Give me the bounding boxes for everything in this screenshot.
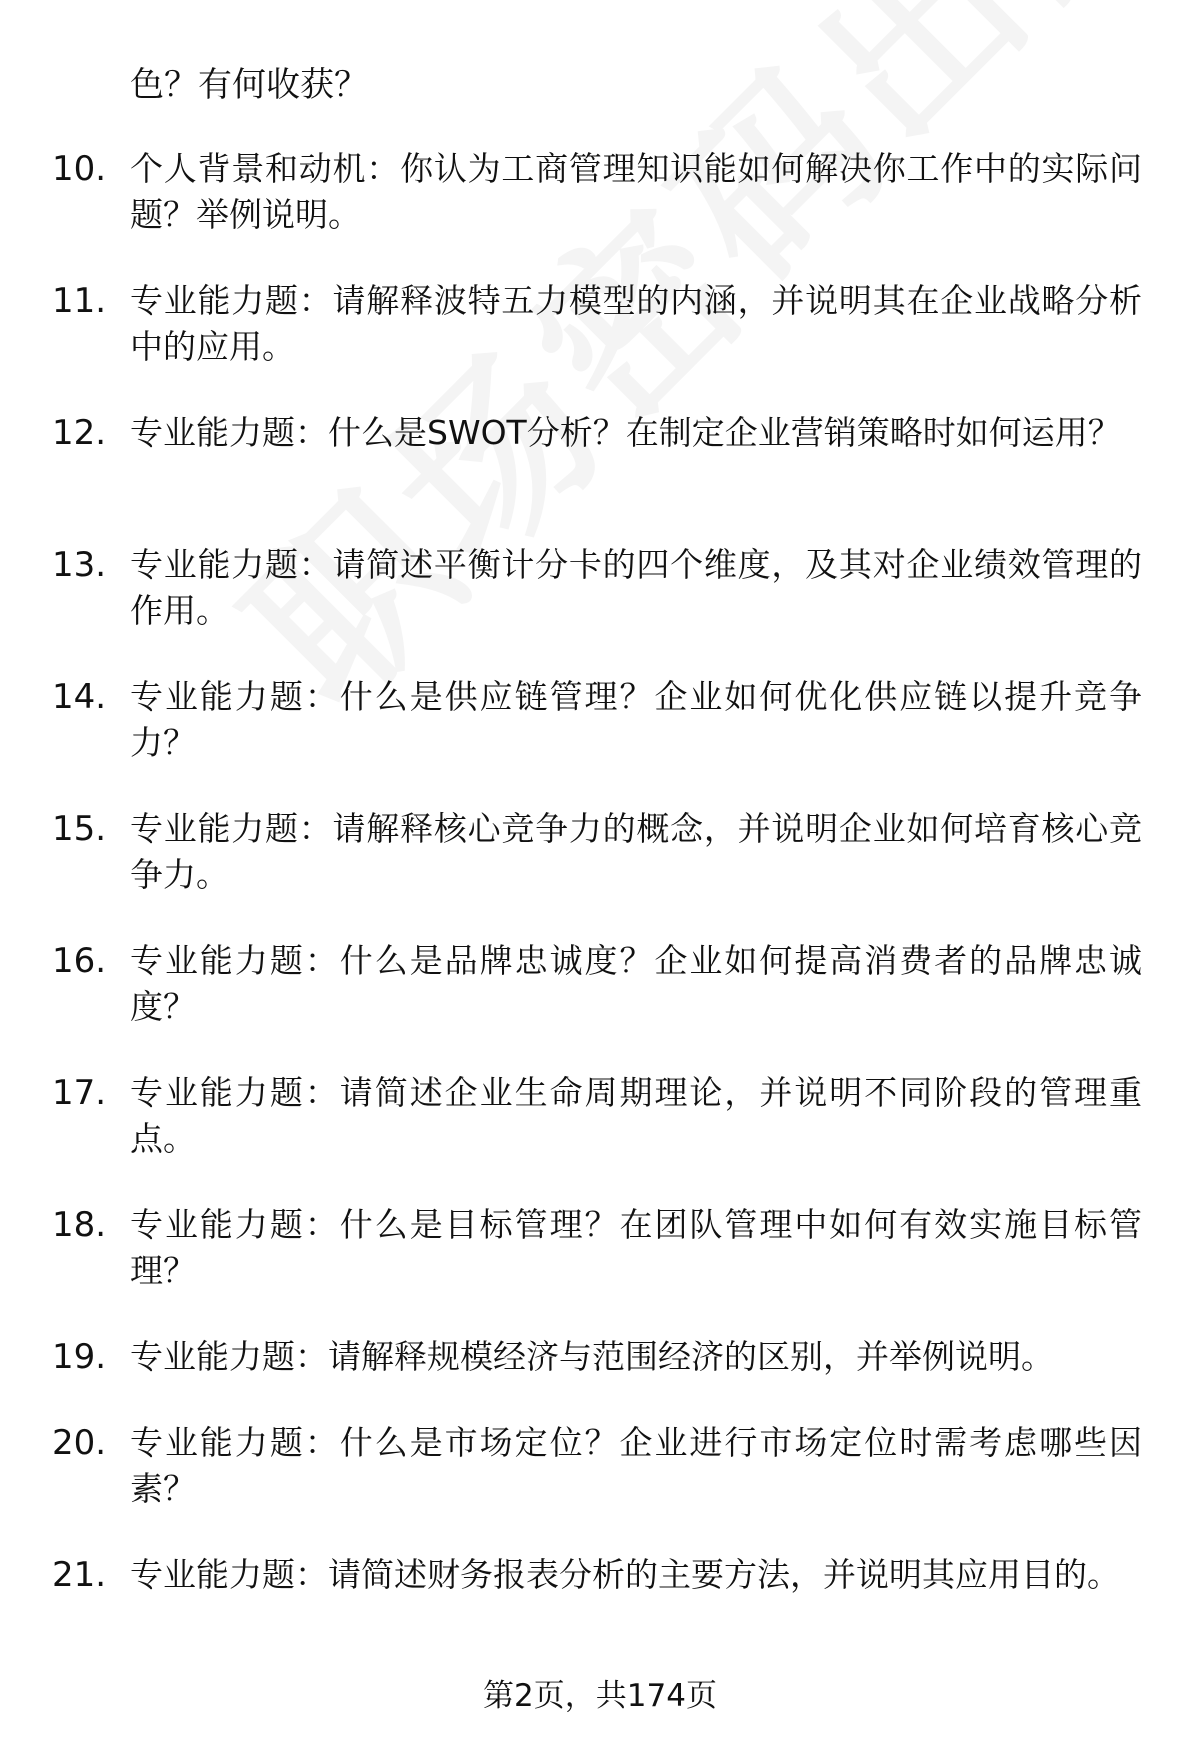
question-text: 专业能力题：请解释波特五力模型的内涵，并说明其在企业战略分析中的应用。 <box>130 281 1142 366</box>
question-text: 专业能力题：什么是供应链管理？企业如何优化供应链以提升竞争力？ <box>130 677 1142 762</box>
list-item <box>0 410 1200 542</box>
question-text: 专业能力题：请解释核心竞争力的概念，并说明企业如何培育核心竞争力。 <box>130 809 1142 894</box>
list-item <box>0 938 1200 1070</box>
list-item <box>0 674 1200 806</box>
question-number: 18. <box>52 1205 107 1245</box>
list-item <box>0 806 1200 938</box>
list-item <box>0 1420 1200 1552</box>
question-number: 14. <box>52 677 107 717</box>
question-number: 10. <box>52 149 107 189</box>
question-text: 专业能力题：请解释规模经济与范围经济的区别，并举例说明。 <box>130 1337 1054 1376</box>
page-footer: 第2页，共174页 <box>483 1678 717 1714</box>
question-number: 17. <box>52 1073 107 1113</box>
list-item <box>0 1552 1200 1684</box>
question-number: 12. <box>52 413 107 453</box>
question-number: 20. <box>52 1423 107 1463</box>
list-item <box>0 278 1200 410</box>
question-list <box>0 146 1200 1684</box>
question-number: 13. <box>52 545 107 585</box>
list-item <box>0 1334 1200 1420</box>
list-item <box>0 1070 1200 1202</box>
list-item <box>0 1202 1200 1334</box>
question-text: 专业能力题：什么是目标管理？在团队管理中如何有效实施目标管理？ <box>130 1205 1142 1290</box>
question-text: 专业能力题：请简述企业生命周期理论，并说明不同阶段的管理重点。 <box>130 1073 1142 1158</box>
question-number: 15. <box>52 809 107 849</box>
question-number: 19. <box>52 1337 107 1377</box>
question-text: 专业能力题：请简述平衡计分卡的四个维度，及其对企业绩效管理的作用。 <box>130 545 1142 630</box>
continuation-text: 色？有何收获？ <box>130 65 368 105</box>
question-text: 专业能力题：请简述财务报表分析的主要方法，并说明其应用目的。 <box>130 1555 1120 1594</box>
question-number: 11. <box>52 281 107 321</box>
question-number: 16. <box>52 941 107 981</box>
question-number: 21. <box>52 1555 107 1595</box>
question-text: 专业能力题：什么是市场定位？企业进行市场定位时需考虑哪些因素？ <box>130 1423 1142 1508</box>
question-text: 个人背景和动机：你认为工商管理知识能如何解决你工作中的实际问题？举例说明。 <box>130 149 1142 234</box>
question-text: 专业能力题：什么是SWOT分析？在制定企业营销策略时如何运用？ <box>130 413 1121 452</box>
list-item <box>0 146 1200 278</box>
question-text: 专业能力题：什么是品牌忠诚度？企业如何提高消费者的品牌忠诚度？ <box>130 941 1142 1026</box>
list-item <box>0 542 1200 674</box>
